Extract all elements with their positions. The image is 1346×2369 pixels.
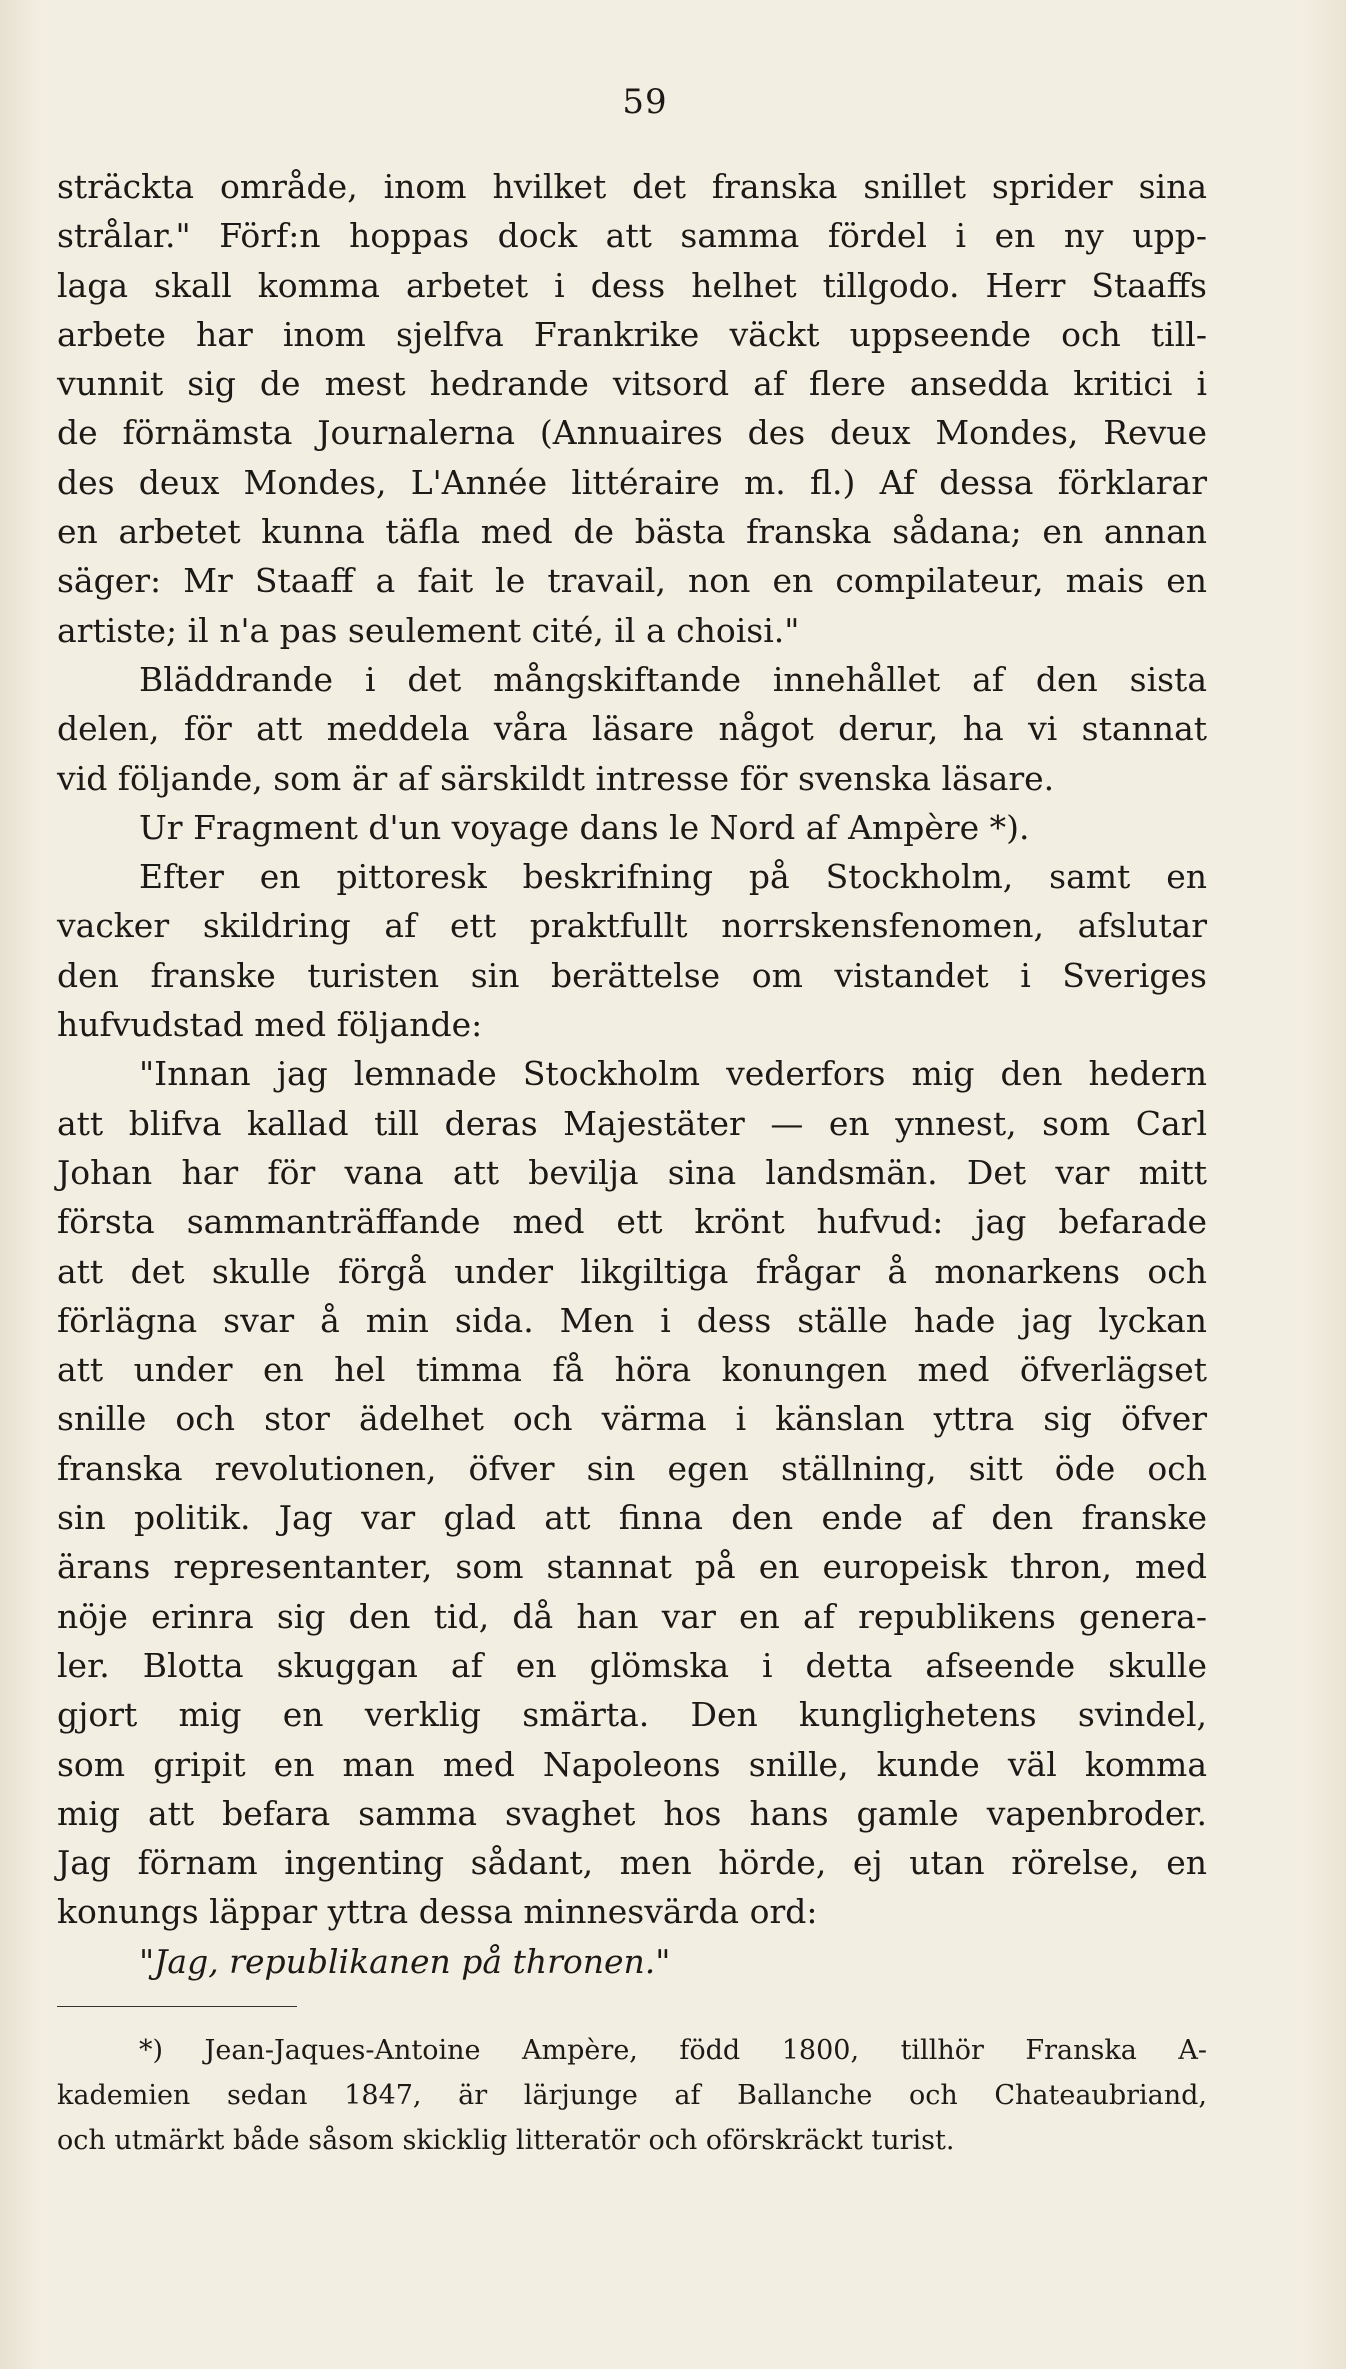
quote-line-paragraph <box>57 1937 1207 1986</box>
text-line: Johan har för vana att bevilja sina landsmän. Det var mitt <box>57 1152 1207 1192</box>
text-line: "Jag, republikanen på thronen." <box>139 1941 671 1981</box>
paragraph <box>57 162 1207 655</box>
text-line: ler. Blotta skuggan af en glömska i detta afseende skulle <box>57 1645 1207 1685</box>
text-line: hufvudstad med följande: <box>57 1005 483 1045</box>
text-line: arbete har inom sjelfva Frankrike väckt uppseende och till- <box>57 314 1207 354</box>
text-line: vacker skildring af ett praktfullt norrskensfenomen, afslutar <box>57 906 1207 946</box>
paragraph <box>57 852 1207 1049</box>
text-line: laga skall komma arbetet i dess helhet tillgodo. Herr Staaffs <box>57 265 1207 305</box>
text-line: den franske turisten sin berättelse om vistandet i Sveriges <box>57 955 1207 995</box>
text-line: de förnämsta Journalerna (Annuaires des deux Mondes, Revue <box>57 413 1207 453</box>
paragraph <box>57 803 1207 852</box>
footnote-line: kademien sedan 1847, är lärjunge af Ballanche och Chateaubriand, <box>57 2080 1207 2111</box>
text-line: att under en hel timma få höra konungen med öfverlägset <box>57 1350 1207 1390</box>
text-line: Efter en pittoresk beskrifning på Stockholm, samt en <box>139 857 1207 897</box>
footnote-line: och utmärkt både såsom skicklig litteratör och oförskräckt turist. <box>57 2125 955 2156</box>
text-line: att det skulle förgå under likgiltiga frågar å monarkens och <box>57 1251 1207 1291</box>
text-line: en arbetet kunna täfla med de bästa franska sådana; en annan <box>57 512 1207 552</box>
text-line: sträckta område, inom hvilket det franska snillet sprider sina <box>57 167 1207 206</box>
text-line: artiste; il n'a pas seulement cité, il a choisi." <box>57 610 800 650</box>
text-line: delen, för att meddela våra läsare något derur, ha vi stannat <box>57 709 1207 749</box>
text-line: snille och stor ädelhet och värma i känslan yttra sig öfver <box>57 1399 1207 1439</box>
text-line: förlägna svar å min sida. Men i dess ställe hade jag lyckan <box>57 1300 1207 1340</box>
text-line: strålar." Förf:n hoppas dock att samma fördel i en ny upp- <box>57 216 1207 256</box>
text-line: Ur Fragment d'un voyage dans le Nord af Ampère *). <box>139 807 1030 847</box>
page-number: 59 <box>622 82 668 122</box>
quotation-paragraph <box>57 1049 1207 1936</box>
text-line: nöje erinra sig den tid, då han var en af republikens genera- <box>57 1596 1207 1636</box>
text-line: Jag förnam ingenting sådant, men hörde, ej utan rörelse, en <box>57 1843 1207 1883</box>
text-line: säger: Mr Staaff a fait le travail, non en compilateur, mais en <box>57 561 1207 601</box>
text-line: konungs läppar yttra dessa minnesvärda ord: <box>57 1892 818 1932</box>
paragraph <box>57 655 1207 803</box>
footnote-divider <box>57 2006 297 2007</box>
text-line: franska revolutionen, öfver sin egen ställning, sitt öde och <box>57 1448 1207 1488</box>
text-line: des deux Mondes, L'Année littéraire m. fl.) Af dessa förklarar <box>57 462 1207 502</box>
text-line: första sammanträffande med ett krönt hufvud: jag befarade <box>57 1202 1207 1242</box>
footnote <box>57 2028 1207 2163</box>
text-line: ärans representanter, som stannat på en europeisk thron, med <box>57 1547 1207 1587</box>
text-line: vid följande, som är af särskildt intresse för svenska läsare. <box>57 758 1055 798</box>
footnote-line: *) Jean-Jaques-Antoine Ampère, född 1800, tillhör Franska A- <box>139 2035 1207 2066</box>
text-line: Bläddrande i det mångskiftande innehållet af den sista <box>139 659 1207 699</box>
text-line: mig att befara samma svaghet hos hans gamle vapenbroder. <box>57 1793 1207 1833</box>
text-line: vunnit sig de mest hedrande vitsord af flere ansedda kritici i <box>57 364 1207 404</box>
text-line: "Innan jag lemnade Stockholm vederfors mig den hedern <box>139 1054 1207 1094</box>
text-line: som gripit en man med Napoleons snille, kunde väl komma <box>57 1744 1207 1784</box>
text-line: gjort mig en verklig smärta. Den kunglighetens svindel, <box>57 1695 1207 1735</box>
text-line: sin politik. Jag var glad att finna den ende af den franske <box>57 1498 1207 1538</box>
body-text <box>57 162 1207 1986</box>
text-line: att blifva kallad till deras Majestäter — en ynnest, som Carl <box>57 1103 1207 1143</box>
